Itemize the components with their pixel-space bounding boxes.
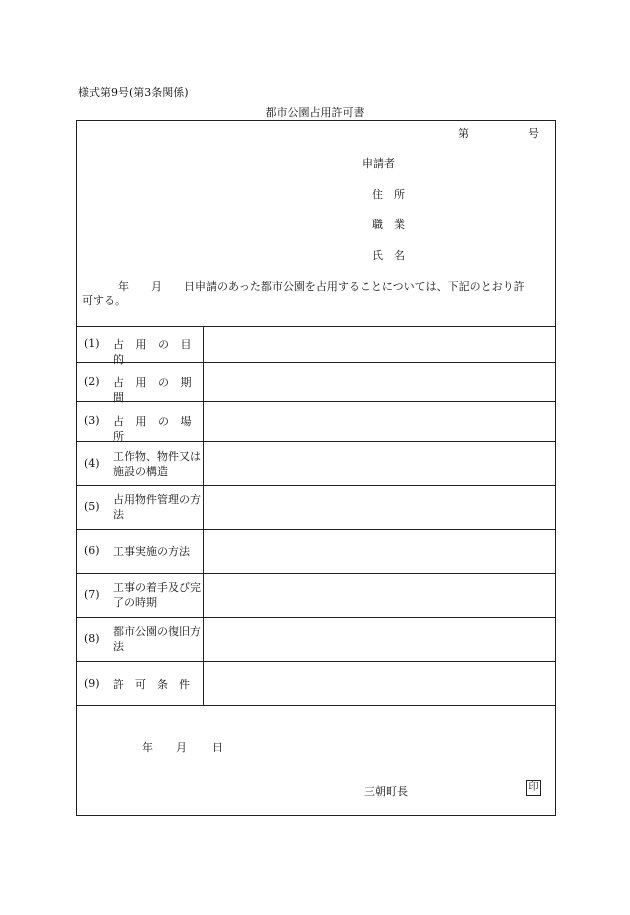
permission-statement-line-2: 可する。: [82, 294, 126, 307]
divider: [77, 705, 555, 706]
permission-statement-line-1: 年 月 日申請のあった都市公園を占用することについては、下記のとおり許: [118, 280, 525, 293]
address-label: 住 所: [372, 188, 405, 201]
divider: [77, 529, 555, 530]
row-label-management: 占用物件管理の方法: [113, 493, 201, 521]
issuer-name: 三朝町長: [364, 785, 408, 798]
row-number: (8): [84, 632, 100, 645]
row-number: (2): [84, 375, 100, 388]
row-number: (4): [84, 457, 100, 470]
row-number: (3): [84, 414, 100, 427]
name-label: 氏 名: [372, 249, 405, 262]
divider: [77, 573, 555, 574]
seal-mark: 印: [526, 780, 541, 796]
occupation-label: 職 業: [372, 218, 405, 231]
row-label-construction: 工事実施の方法: [113, 545, 190, 558]
issue-date-year: 年: [142, 741, 153, 754]
row-number: (7): [84, 588, 100, 601]
row-label-purpose: 占 用 の 目 的: [113, 338, 196, 366]
row-label-period: 占 用 の 期 間: [113, 376, 196, 404]
row-label-restoration: 都市公園の復旧方法: [113, 625, 201, 653]
row-label-conditions: 許 可 条 件: [113, 678, 190, 691]
row-number: (9): [84, 677, 100, 690]
divider: [77, 485, 555, 486]
row-label-schedule: 工事の着手及び完了の時期: [113, 581, 201, 609]
issue-date-month: 月: [176, 741, 187, 754]
divider: [77, 661, 555, 662]
column-divider: [203, 326, 204, 705]
document-title: 都市公園占用許可書: [265, 106, 365, 119]
divider: [77, 617, 555, 618]
permit-number-prefix: 第: [458, 127, 469, 140]
row-number: (5): [84, 500, 100, 513]
row-number: (6): [84, 544, 100, 557]
permit-number-suffix: 号: [528, 127, 539, 140]
row-label-location: 占 用 の 場 所: [113, 415, 196, 443]
row-label-structure: 工作物、物件又は施設の構造: [113, 450, 201, 478]
form-number: 様式第9号(第3条関係): [78, 86, 189, 99]
row-number: (1): [84, 337, 100, 350]
divider: [77, 326, 555, 327]
applicant-heading: 申請者: [362, 157, 395, 170]
issue-date-day: 日: [212, 741, 223, 754]
